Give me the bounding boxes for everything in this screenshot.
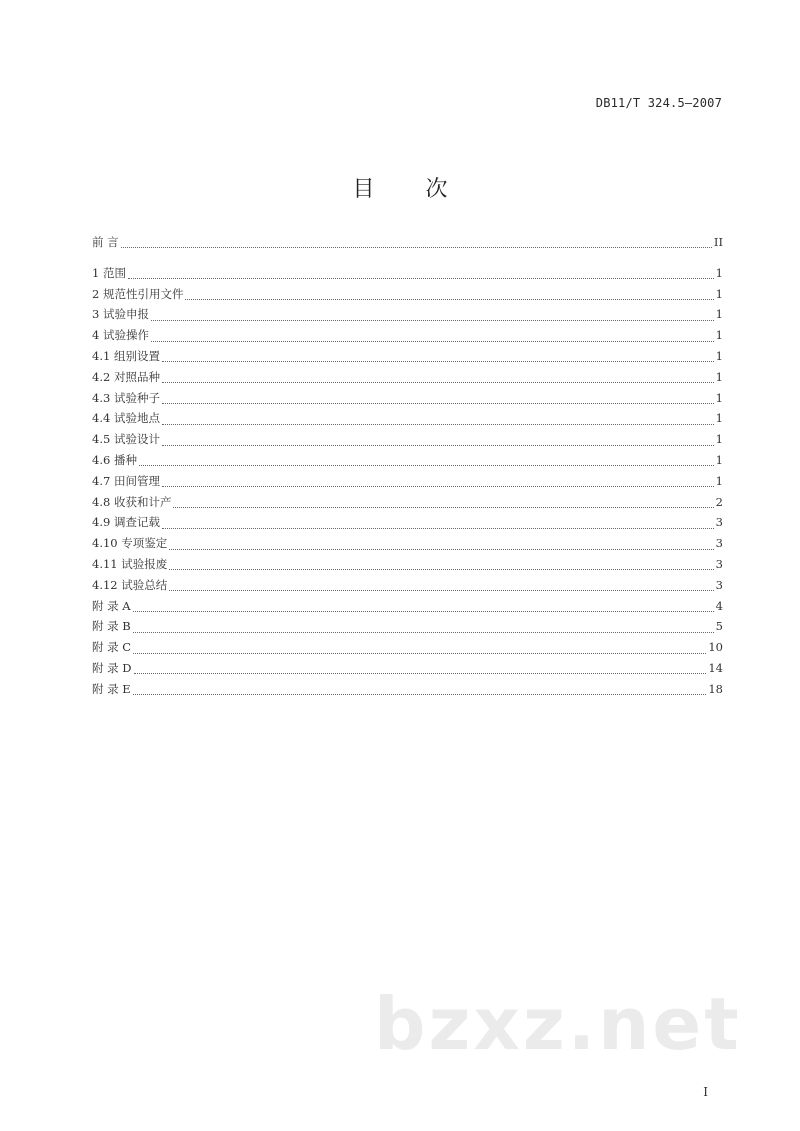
toc-entry[interactable] [92,369,723,390]
toc-leader-dots [162,527,714,529]
toc-entry-label: 4.3 试验种子 [92,390,160,405]
toc-entry[interactable] [92,286,723,307]
toc-leader-dots [121,246,712,248]
toc-entry-page: 1 [715,411,723,426]
toc-leader-dots [133,693,707,695]
toc-leader-dots [139,464,714,466]
toc-entry-page: 1 [715,307,723,322]
toc-entry-page: 1 [715,348,723,363]
toc-entry-page: 14 [708,660,723,675]
toc-entry-label: 4.10 专项鉴定 [92,536,168,551]
toc-leader-dots [134,672,707,674]
toc-entry[interactable] [92,660,723,681]
toc-leader-dots [162,485,714,487]
toc-leader-dots [162,444,714,446]
toc-leader-dots [151,319,714,321]
toc-leader-dots [162,360,714,362]
toc-entry[interactable] [92,577,723,598]
toc-leader-dots [185,298,713,300]
toc-entry[interactable] [92,306,723,327]
toc-entry[interactable] [92,431,723,452]
toc-leader-dots [162,423,714,425]
toc-entry[interactable] [92,618,723,639]
toc-entry[interactable] [92,390,723,411]
toc-entry-page: 1 [715,286,723,301]
toc-entry-label: 4.8 收获和计产 [92,494,172,509]
toc-leader-dots [169,568,713,570]
toc-leader-dots [162,402,714,404]
toc-entry-label: 3 试验申报 [92,307,149,322]
toc-entry[interactable] [92,639,723,660]
toc-entry[interactable] [92,514,723,535]
toc-entry-label: 4.6 播种 [92,452,137,467]
toc-entry[interactable] [92,473,723,494]
toc-entry-page: 1 [715,369,723,384]
toc-entry-label: 4.7 田间管理 [92,473,160,488]
toc-entry[interactable] [92,556,723,577]
toc-entry-label: 附 录 C [92,640,132,655]
toc-entry[interactable] [92,452,723,473]
toc-entry-page: 3 [715,556,723,571]
toc-leader-dots [169,589,713,591]
toc-entry-label: 4.5 试验设计 [92,432,160,447]
toc-leader-dots [133,631,714,633]
document-code: DB11/T 324.5—2007 [595,96,722,110]
toc-entry[interactable] [92,348,723,369]
page-number: I [703,1085,708,1099]
toc-entry-page: 3 [715,577,723,592]
toc-entry-page: 4 [715,598,723,613]
toc-entry-page: 3 [715,515,723,530]
toc-entry-page: 1 [715,390,723,405]
toc-entry-label: 1 范围 [92,265,126,280]
toc-leader-dots [173,506,713,508]
toc-entry-page: 10 [708,640,723,655]
toc-entry-page: 1 [715,452,723,467]
toc-entry[interactable] [92,410,723,431]
toc-leader-dots [169,548,713,550]
watermark: bzxz.net [374,982,742,1066]
toc-entry-label: 4.1 组别设置 [92,348,160,363]
toc-entry[interactable] [92,535,723,556]
toc-entry-page: 5 [715,619,723,634]
toc-entry-label: 附 录 E [92,681,131,696]
toc-entry[interactable] [92,681,723,702]
toc-entry-label: 前 言 [92,235,119,249]
toc-entry[interactable] [92,265,723,286]
toc-leader-dots [162,381,714,383]
toc-leader-dots [128,277,714,279]
toc-entry[interactable] [92,494,723,515]
toc-entry-label: 4.12 试验总结 [92,577,168,592]
toc-entry-label: 2 规范性引用文件 [92,286,184,301]
toc-entry-label: 附 录 B [92,619,131,634]
toc-entry-page: 1 [715,473,723,488]
toc-entry-page: II [713,235,723,249]
toc-entry-page: 1 [715,265,723,280]
toc-leader-dots [133,610,714,612]
toc-entry-label: 4.2 对照品种 [92,369,160,384]
toc-entry[interactable] [92,598,723,619]
toc-leader-dots [133,652,706,654]
toc-entry-page: 3 [715,536,723,551]
toc-entry-label: 4 试验操作 [92,328,149,343]
toc-entry-label: 4.9 调查记载 [92,515,160,530]
page-title: 目 次 [352,177,470,202]
toc-entry[interactable] [92,234,723,255]
toc-entry-label: 4.4 试验地点 [92,411,160,426]
toc-entry-label: 附 录 D [92,660,132,675]
toc-entry-page: 1 [715,328,723,343]
table-of-contents [92,234,723,702]
toc-leader-dots [151,340,714,342]
toc-entry-label: 附 录 A [92,598,131,613]
toc-entry[interactable] [92,327,723,348]
toc-entry-page: 2 [715,494,723,509]
toc-entry-page: 1 [715,432,723,447]
toc-entry-page: 18 [708,681,723,696]
toc-entry-label: 4.11 试验报废 [92,556,168,571]
